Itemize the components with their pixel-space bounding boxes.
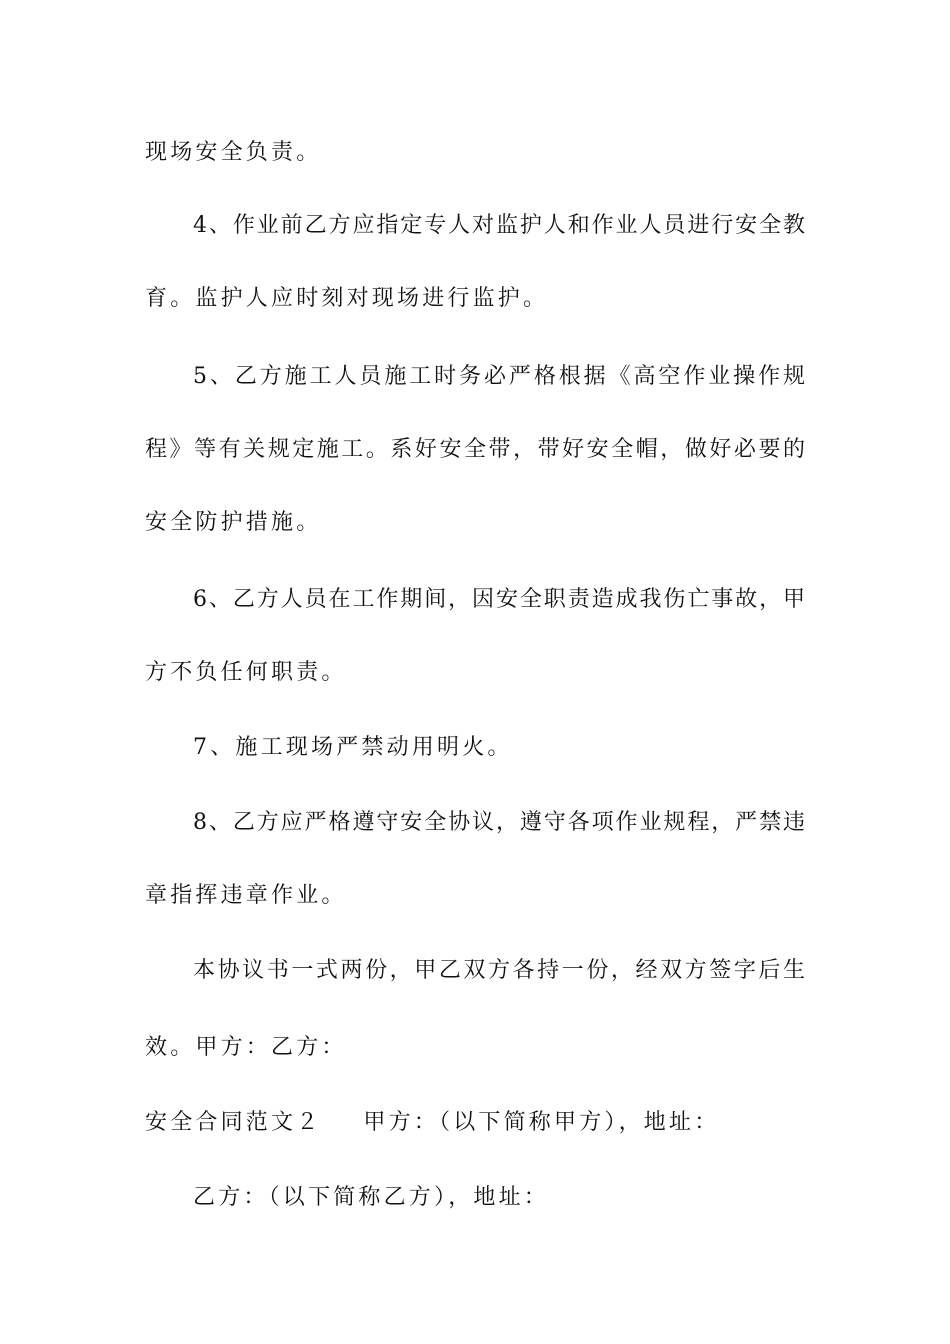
clause-7-line: 7、施工现场严禁动用明火。 <box>193 735 513 760</box>
clause-6-line-2: 方不负任何职责。 <box>145 660 347 685</box>
clause-4-line-1: 4、作业前乙方应指定专人对监护人和作业人员进行安全教 <box>193 213 805 238</box>
paragraph-line: 现场安全负责。 <box>145 140 322 165</box>
clause-5-line-3: 安全防护措施。 <box>145 510 322 535</box>
party-a-line: 甲方：（以下简称甲方），地址： <box>363 1110 720 1135</box>
clause-8-line-1: 8、乙方应严格遵守安全协议，遵守各项作业规程，严禁违 <box>193 810 805 835</box>
clause-4-line-2: 育。监护人应时刻对现场进行监护。 <box>145 286 549 311</box>
contract-heading: 安全合同范文２ <box>145 1110 322 1135</box>
party-b-line: 乙方：（以下简称乙方），地址： <box>193 1185 550 1210</box>
clause-6-line-1: 6、乙方人员在工作期间，因安全职责造成我伤亡事故，甲 <box>193 587 805 612</box>
clause-8-line-2: 章指挥违章作业。 <box>145 883 347 908</box>
closing-line-2: 效。甲方：乙方： <box>145 1035 347 1060</box>
closing-line-1: 本协议书一式两份，甲乙双方各持一份，经双方签字后生 <box>193 958 805 983</box>
clause-5-line-2: 程》等有关规定施工。系好安全带，带好安全帽，做好必要的 <box>145 437 805 462</box>
contract-heading-line <box>145 1108 805 1138</box>
clause-5-line-1: 5、乙方施工人员施工时务必严格根据《高空作业操作规 <box>193 364 805 389</box>
